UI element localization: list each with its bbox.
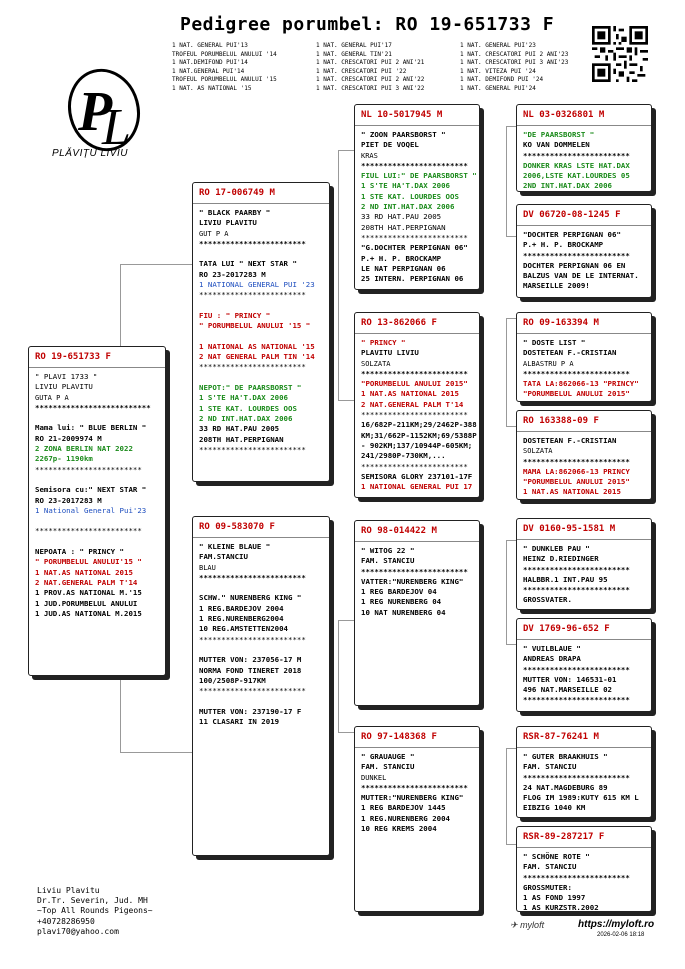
ring-number: RO 19-651733 F — [29, 351, 165, 368]
card-ssd[interactable] — [516, 204, 652, 298]
card-line: 1 REG BARDEJOV 1445 — [361, 803, 446, 813]
ring-number: RO 98-014422 M — [355, 525, 479, 542]
card-line: KO VAN DOMMELEN — [523, 140, 590, 150]
svg-text:P: P — [78, 81, 113, 143]
card-line: ************************ — [523, 585, 630, 595]
card-sire-sire[interactable] — [354, 104, 480, 290]
achievement-line: 1 NAT. CRESCATORI PUI 2 ANI'22 — [316, 76, 425, 84]
card-line: FAM. STANCIU — [361, 556, 415, 566]
card-line: ************************ — [361, 232, 468, 242]
card-line: ALBASTRU P A — [523, 359, 574, 368]
card-line: DOSTETEAN F.-CRISTIAN — [523, 348, 617, 358]
card-line: 1 REG BARDEJOV 04 — [361, 587, 437, 597]
card-dam[interactable] — [192, 516, 330, 856]
card-line: HALBBR.1 INT.PAU 95 — [523, 574, 608, 584]
card-line: 1 National General Pui'23 — [35, 505, 147, 515]
card-line: 496 NAT.MARSEILLE 02 — [523, 685, 612, 695]
card-main-pigeon[interactable] — [28, 346, 166, 676]
card-line: NEPOT:" DE PAARSBORST " — [199, 383, 302, 393]
card-ddd[interactable] — [516, 826, 652, 912]
connector-line — [506, 748, 507, 844]
achievement-line: 1 NAT. DEMIFOND PUI '24 — [460, 76, 544, 84]
card-line: 2 ZONA BERLIN NAT 2022 — [35, 444, 133, 454]
card-line: DONKER KRAS LSTE HAT.DAX — [523, 160, 630, 170]
card-line: ************************** — [35, 402, 151, 412]
card-line: ************************ — [361, 782, 468, 792]
card-line: 2 NAT GENERAL PALM TIN '14 — [199, 352, 315, 362]
card-line: DUNKEL — [361, 773, 387, 782]
svg-text:L: L — [102, 99, 131, 156]
card-line: ************************ — [523, 250, 630, 260]
card-line: " PRINCY " — [361, 338, 406, 347]
card-line: SEMISORA GLORY 237101-17F — [361, 471, 473, 481]
card-line: " BLACK PAARBY " — [199, 208, 271, 217]
card-line — [35, 413, 161, 423]
card-line: TATA LA:862066-13 "PRINCY" — [523, 379, 639, 389]
card-line: 2 ND INT.HAT.DAX 2006 — [199, 413, 293, 423]
card-line — [199, 696, 325, 706]
connector-line — [120, 752, 194, 753]
footer-line: Liviu Plavitu — [37, 886, 100, 895]
card-dam-dam[interactable] — [354, 726, 480, 912]
footer-line: ~Top All Rounds Pigeons~ — [37, 906, 153, 916]
card-dam-sire[interactable] — [354, 520, 480, 706]
card-line — [199, 583, 325, 593]
card-line: 241/2980P-730KM,... — [361, 451, 446, 461]
achievement-line: 1 NAT. CRESCATORI PUI 2 ANI'23 — [460, 50, 569, 58]
connector-line — [506, 236, 516, 237]
card-dss[interactable] — [516, 518, 652, 610]
card-line — [199, 249, 325, 259]
card-line: SOLZATA — [523, 447, 553, 456]
card-line — [35, 537, 161, 547]
card-line: LIVIU PLAVITU — [199, 218, 257, 228]
card-line: ************************ — [199, 290, 306, 300]
card-line: 1 STE KAT. LOURDES OOS — [361, 191, 459, 201]
card-sdd[interactable] — [516, 410, 652, 500]
card-line: MAMA LA:862066-13 PRINCY — [523, 466, 630, 476]
connector-line — [338, 400, 354, 401]
card-line: MARSEILLE 2009! — [523, 281, 590, 291]
page-title: Pedigree porumbel: RO 19-651733 F — [180, 14, 555, 35]
ring-number: RO 09-163394 M — [517, 317, 651, 334]
card-line: 33 RD HAT.PAU 2005 — [361, 212, 442, 222]
card-sss[interactable] — [516, 104, 652, 192]
card-line: ************************ — [523, 664, 630, 674]
card-line: FAM. STANCIU — [523, 762, 577, 772]
card-line: ************************ — [523, 695, 630, 705]
qr-code-icon[interactable] — [592, 26, 648, 82]
connector-line — [338, 620, 354, 621]
ring-number: DV 06720-08-1245 F — [517, 209, 651, 226]
card-line: " PORUMBELUL ANULUI '15 " — [199, 321, 311, 331]
card-line: 1 NATIONAL GENERAL PUI '23 — [199, 280, 315, 290]
card-line: " KLEINE BLAUE " — [199, 542, 271, 551]
achievement-line: 1 NAT. CRESCATORI PUI '22 — [316, 67, 407, 75]
card-line: FIU : " PRINCY " — [199, 310, 271, 320]
card-line: LIVIU PLAVITU — [35, 382, 93, 392]
card-line: 10 NAT NURENBERG 04 — [361, 607, 446, 617]
card-line: BALZUS VAN DE LE INTERNAT. — [523, 271, 639, 281]
card-line: MUTTER VON: 237190-17 F — [199, 706, 302, 716]
connector-line — [506, 540, 516, 541]
card-line: 2 NAT.GENERAL PALM T'14 — [361, 399, 464, 409]
connector-line — [120, 264, 194, 265]
card-line: FAM.STANCIU — [199, 552, 248, 562]
ring-number: RSR-89-287217 F — [517, 831, 651, 848]
ring-number: NL 03-0326801 M — [517, 109, 651, 126]
connector-line — [338, 150, 339, 400]
ring-number: RO 17-006749 M — [193, 187, 329, 204]
achievement-line: TROFEUL PORUMBELUL ANULUI '14 — [172, 50, 277, 58]
logo-monogram-icon — [44, 64, 164, 184]
card-line: 1 NAT.AS NATIONAL 2015 — [35, 567, 133, 577]
card-line: "PORUMBELUL ANULUI 2015" — [523, 389, 630, 399]
achievement-line: 1 NAT. CRESCATORI PUI 3 ANI'22 — [316, 84, 425, 92]
card-line: 16/682P-211KM;29/2462P-388 — [361, 420, 477, 430]
card-line: 1 JUD.PORUMBELUL ANULUI — [35, 598, 138, 608]
card-line: " WITOG 22 " — [361, 546, 415, 555]
card-line: " PORUMBELUL ANULUI'15 " — [35, 557, 142, 567]
card-line: MUTTER VON: 237056-17 M — [199, 655, 302, 665]
card-line: SOLZATA — [361, 359, 391, 368]
card-line: " ZOON PAARSBORST " — [361, 130, 446, 139]
card-line: "DE PAARSBORST " — [523, 130, 595, 139]
ring-number: RO 09-583070 F — [193, 521, 329, 538]
footer-line: plavi70@yahoo.com — [37, 926, 119, 936]
card-sire-dam[interactable] — [354, 312, 480, 498]
card-line — [199, 645, 325, 655]
card-line: ************************ — [199, 444, 306, 454]
card-line: 11 CLASARI IN 2019 — [199, 717, 280, 727]
card-line: " DOSTE LIST " — [523, 338, 586, 347]
connector-line — [338, 150, 354, 151]
card-line: KRAS — [361, 151, 378, 160]
card-line: 25 INTERN. PERPIGNAN 06 — [361, 274, 464, 284]
card-line: ************************ — [199, 238, 306, 248]
card-dsd[interactable] — [516, 618, 652, 712]
achievement-line: 1 NAT. GENERAL PUI'17 — [316, 42, 392, 49]
card-line: NEPOATA : " PRINCY " — [35, 547, 124, 557]
achievements-col-1 — [172, 42, 277, 94]
card-line: GROSSMUTER: — [523, 882, 572, 892]
card-line: ************************ — [523, 150, 630, 160]
card-line: ************************ — [361, 368, 468, 378]
card-line: 1 PROV.AS NATIONAL M.'15 — [35, 588, 142, 598]
card-line: ************************ — [523, 564, 630, 574]
brand-url-link[interactable]: https://myloft.ro — [578, 919, 655, 930]
card-line: 1 NATIONAL GENERAL PUI 17 — [361, 482, 473, 492]
card-line: 1 AS FOND 1997 — [523, 893, 586, 903]
card-line: GUTA P A — [35, 393, 69, 402]
connector-line — [338, 732, 354, 733]
achievement-line: 1 NAT. GENERAL TIN'21 — [316, 50, 392, 58]
card-line: 1 REG.NURENBERG2004 — [199, 614, 284, 624]
connector-line — [506, 126, 516, 127]
card-line: ANDREAS DRAPA — [523, 654, 581, 664]
card-line: KM;31/662P-1152KM;69/5388P — [361, 430, 477, 440]
card-line: ************************ — [35, 464, 142, 474]
card-line: 10 REG KREMS 2004 — [361, 824, 437, 834]
card-line: Semisora cu:" NEXT STAR " — [35, 485, 147, 495]
card-line: 33 RD HAT.PAU 2005 — [199, 424, 280, 434]
card-line: NORMA FOND TINERET 2018 — [199, 665, 302, 675]
achievement-line: TROFEUL PORUMBELUL ANULUI '15 — [172, 76, 277, 84]
card-line: 208TH HAT.PERPIGNAN — [361, 222, 446, 232]
card-line: 1 REG.NURENBERG 2004 — [361, 813, 450, 823]
brand-logo — [510, 920, 544, 931]
card-line: 1 AS KURZSTR.2002 — [523, 903, 599, 912]
achievement-line: 1 NAT. GENERAL PUI'13 — [172, 42, 248, 49]
card-line: 1 REG NURENBERG 04 — [361, 597, 442, 607]
card-line: 1 S'TE HA'T.DAX 2006 — [361, 181, 450, 191]
card-line: PLAVITU LIVIU — [361, 348, 419, 358]
card-line: ************************ — [523, 368, 630, 378]
card-line: 1 NAT.AS NATIONAL 2015 — [523, 487, 621, 497]
card-line: LE NAT PERPIGNAN 06 — [361, 263, 446, 273]
card-line — [199, 332, 325, 342]
brand-name: myloft — [520, 920, 545, 930]
card-line: DOCHTER PERPIGNAN 06 EN — [523, 260, 626, 270]
brand-bird-icon: ✈ — [510, 920, 518, 930]
card-line: ************************ — [199, 572, 306, 582]
connector-line — [506, 318, 516, 319]
card-line: ************************ — [199, 686, 306, 696]
card-line: MUTTER:"NURENBERG KING" — [361, 793, 464, 803]
card-line: 1 REG.BARDEJOV 2004 — [199, 603, 284, 613]
achievement-line: 1 NAT.GENERAL PUI'14 — [172, 67, 245, 75]
connector-line — [506, 644, 516, 645]
card-line: SCHW." NURENBERG KING " — [199, 593, 302, 603]
connector-line — [506, 126, 507, 236]
card-line: "G.DOCHTER PERPIGNAN 06" — [361, 243, 468, 253]
card-line: DOSTETEAN F.-CRISTIAN — [523, 436, 617, 445]
connector-line — [506, 318, 507, 426]
card-line: GROSSVATER. — [523, 595, 572, 605]
card-line: P.+ H. P. BROCKAMP — [523, 240, 604, 250]
card-line: ************************ — [523, 456, 630, 466]
card-line: Mama lui: " BLUE BERLIN " — [35, 423, 147, 433]
card-line: " GRAUAUGE " — [361, 752, 415, 761]
achievement-line: 1 NAT. VITEZA PUI '24 — [460, 67, 536, 75]
ring-number: RO 163388-09 F — [517, 415, 651, 432]
card-line: GUT P A — [199, 229, 229, 238]
ring-number: DV 0160-95-1581 M — [517, 523, 651, 540]
connector-line — [506, 748, 516, 749]
card-line: ************************ — [361, 410, 468, 420]
card-line: "DOCHTER PERPIGNAN 06" — [523, 230, 621, 239]
achievement-line: 1 NAT. GENERAL PUI'24 — [460, 84, 536, 92]
card-line: 1 JUD.AS NATIONAL M.2015 — [35, 608, 142, 618]
achievement-line: 1 NAT.DEMIFOND PUI'14 — [172, 59, 248, 67]
connector-line — [506, 540, 507, 644]
achievements-col-3 — [460, 42, 568, 94]
card-line: MUTTER VON: 146531-01 — [523, 674, 617, 684]
ring-number: NL 10-5017945 M — [355, 109, 479, 126]
card-line: 2267p- 1190km — [35, 454, 93, 464]
card-line — [199, 301, 325, 311]
card-line: EIBZIG 1040 KM — [523, 803, 586, 813]
achievement-line: 1 NAT. CRESCATORI PUI 2 ANI'21 — [316, 59, 425, 67]
card-line: 1 NATIONAL AS NATIONAL '15 — [199, 341, 315, 351]
card-line: ************************ — [523, 772, 630, 782]
card-line: "PORUMBELUL ANULUI 2015" — [361, 379, 468, 389]
card-line: ************************ — [361, 160, 468, 170]
card-line: ************************ — [35, 526, 142, 536]
card-line: BLAU — [199, 563, 216, 572]
connector-line — [506, 426, 516, 427]
card-line: FIUL LUI:" DE PAARSBORST " — [361, 171, 477, 181]
card-line: "PORUMBELUL ANULUI 2015" — [523, 477, 630, 487]
card-line: ************************ — [199, 634, 306, 644]
breeder-contact — [37, 886, 153, 937]
achievements-col-2 — [316, 42, 424, 94]
card-line: 10 REG.AMSTETTEN2004 — [199, 624, 288, 634]
connector-line — [338, 620, 339, 732]
card-line: - 902KM;137/10944P-605KM; — [361, 440, 473, 450]
card-line: VATTER:"NURENBERG KING" — [361, 576, 464, 586]
card-sds[interactable] — [516, 312, 652, 402]
card-line: ************************ — [361, 566, 468, 576]
footer-line: Dr.Tr. Severin, Jud. MH — [37, 896, 148, 906]
card-line — [199, 373, 325, 383]
card-line: 208TH HAT.PERPIGNAN — [199, 434, 284, 444]
card-line: " PLAVI 1733 " — [35, 372, 98, 381]
card-line: 1 STE KAT. LOURDES OOS — [199, 403, 297, 413]
card-line: FAM. STANCIU — [523, 862, 577, 872]
ring-number: RSR-87-76241 M — [517, 731, 651, 748]
ring-number: DV 1769-96-652 F — [517, 623, 651, 640]
card-line — [35, 475, 161, 485]
achievement-line: 1 NAT. CRESCATORI PUI 3 ANI'23 — [460, 59, 569, 67]
print-date: 2026-02-06 18:18 — [597, 932, 645, 938]
card-line: 1 S'TE HA'T.DAX 2006 — [199, 393, 288, 403]
achievement-line: 1 NAT. GENERAL PUI'23 — [460, 42, 536, 49]
footer-line: +40728286950 — [37, 916, 95, 926]
ring-number: RO 97-148368 F — [355, 731, 479, 748]
card-line: FAM. STANCIU — [361, 762, 415, 772]
card-line: " SCHÖNE ROTE " — [523, 852, 590, 861]
card-line: " VUILBLAUE " — [523, 644, 581, 653]
card-dds[interactable] — [516, 726, 652, 818]
card-line: RO 21-2009974 M — [35, 433, 102, 443]
card-line: TATA LUI " NEXT STAR " — [199, 259, 297, 269]
card-line: 1 NAT.AS NATIONAL 2015 — [361, 389, 459, 399]
card-line: RO 23-2017283 M — [35, 495, 102, 505]
card-line: " DUNKLEB PAU " — [523, 544, 590, 553]
card-line: 24 NAT.MAGDEBURG 89 — [523, 782, 608, 792]
card-line: 2ND INT.HAT.DAX 2006 — [523, 181, 612, 191]
card-line: FLOG IM 1989:KUTY 615 KM L — [523, 793, 639, 803]
card-line: 2 ND INT.HAT.DAX 2006 — [361, 202, 455, 212]
card-line: P.+ H. P. BROCKAMP — [361, 253, 442, 263]
card-line: RO 23-2017283 M — [199, 269, 266, 279]
ring-number: RO 13-862066 F — [355, 317, 479, 334]
card-line: " GUTER BRAAKHUIS " — [523, 752, 608, 761]
card-line: 100/2508P-917KM — [199, 675, 266, 685]
achievement-line: 1 NAT. AS NATIONAL '15 — [172, 84, 252, 92]
card-sire[interactable] — [192, 182, 330, 482]
card-line: PIET DE VOQEL — [361, 140, 419, 150]
connector-line — [506, 844, 516, 845]
logo-name: PLĂVIȚU LIVIU — [52, 148, 128, 159]
card-line: HEINZ D.RIEDINGER — [523, 554, 599, 564]
card-line — [35, 516, 161, 526]
card-line: ************************ — [361, 461, 468, 471]
card-line: ************************ — [199, 362, 306, 372]
card-line: 2 NAT.GENERAL PALM T'14 — [35, 577, 138, 587]
card-line: 2006,LSTE KAT.LOURDES 05 — [523, 171, 630, 181]
card-line: ************************ — [523, 872, 630, 882]
